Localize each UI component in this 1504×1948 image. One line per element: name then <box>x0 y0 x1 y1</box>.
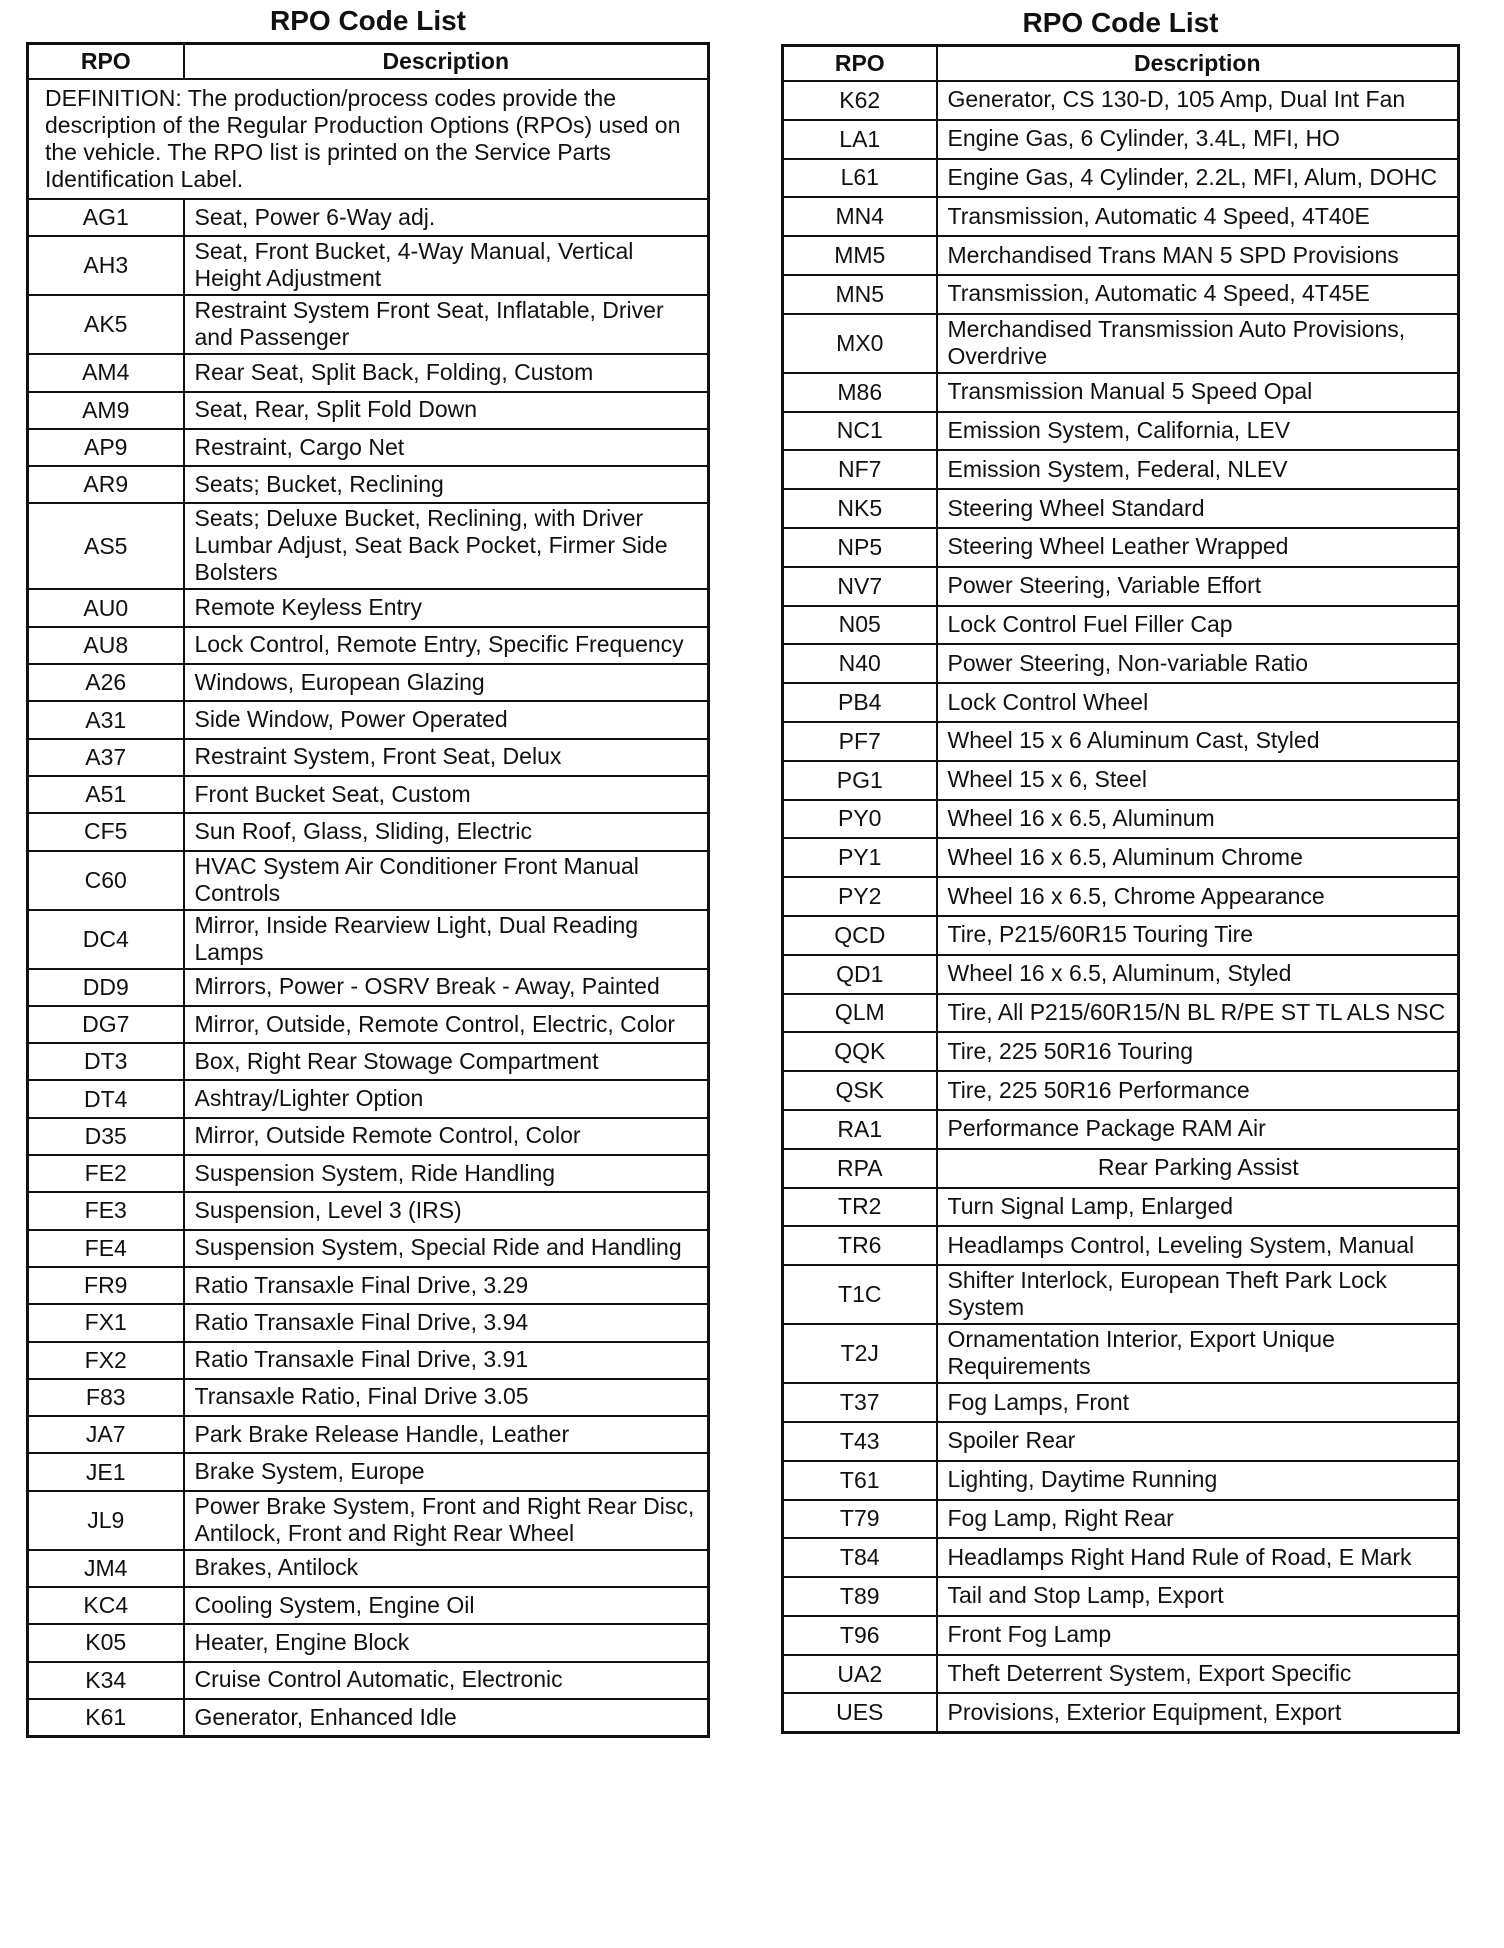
rpo-code: A37 <box>28 739 184 776</box>
rpo-code: MN5 <box>783 275 937 314</box>
rpo-description: Wheel 16 x 6.5, Chrome Appearance <box>937 877 1459 916</box>
rpo-code: PY2 <box>783 877 937 916</box>
table-row <box>28 1267 709 1304</box>
table-row <box>28 1155 709 1192</box>
rpo-description: Ornamentation Interior, Export Unique Requirements <box>937 1324 1459 1383</box>
rpo-description: Turn Signal Lamp, Enlarged <box>937 1188 1459 1227</box>
table-row <box>28 1118 709 1155</box>
rpo-description: Lock Control Fuel Filler Cap <box>937 606 1459 645</box>
rpo-code: UES <box>783 1693 937 1732</box>
table-row <box>783 1500 1459 1539</box>
table-row <box>28 851 709 910</box>
table-row <box>783 120 1459 159</box>
rpo-code: RA1 <box>783 1110 937 1149</box>
rpo-code: T96 <box>783 1616 937 1655</box>
rpo-description: Ratio Transaxle Final Drive, 3.94 <box>184 1304 709 1341</box>
table-row <box>28 627 709 664</box>
table-row <box>783 955 1459 994</box>
rpo-column-header: RPO <box>783 46 937 82</box>
table-row <box>28 236 709 295</box>
rpo-description: Ashtray/Lighter Option <box>184 1080 709 1117</box>
rpo-code: A31 <box>28 701 184 738</box>
rpo-description: Tire, All P215/60R15/N BL R/PE ST TL ALS NSC <box>937 994 1459 1033</box>
rpo-description: Steering Wheel Standard <box>937 489 1459 528</box>
table-row <box>28 664 709 701</box>
table-row <box>783 1188 1459 1227</box>
rpo-description: Restraint, Cargo Net <box>184 429 709 466</box>
rpo-code: NC1 <box>783 412 937 451</box>
rpo-description: Lighting, Daytime Running <box>937 1461 1459 1500</box>
table-row <box>28 1550 709 1587</box>
rpo-description: Tail and Stop Lamp, Export <box>937 1577 1459 1616</box>
rpo-description: Lock Control, Remote Entry, Specific Frequency <box>184 627 709 664</box>
rpo-code: M86 <box>783 373 937 412</box>
rpo-code: NK5 <box>783 489 937 528</box>
rpo-code: RPA <box>783 1149 937 1188</box>
rpo-description: Transmission, Automatic 4 Speed, 4T40E <box>937 197 1459 236</box>
rpo-code: T1C <box>783 1265 937 1324</box>
rpo-description: Performance Package RAM Air <box>937 1110 1459 1149</box>
rpo-code: PY0 <box>783 800 937 839</box>
rpo-description: Power Brake System, Front and Right Rear Disc, Antilock, Front and Right Rear Wheel <box>184 1491 709 1550</box>
rpo-code: PG1 <box>783 761 937 800</box>
table-row <box>783 1655 1459 1694</box>
rpo-description: Headlamps Control, Leveling System, Manual <box>937 1226 1459 1265</box>
table-header-row <box>28 44 709 80</box>
table-row <box>783 450 1459 489</box>
table-row <box>28 1230 709 1267</box>
table-row <box>28 1453 709 1490</box>
rpo-description: Mirror, Outside, Remote Control, Electric, Color <box>184 1006 709 1043</box>
rpo-description: Suspension, Level 3 (IRS) <box>184 1192 709 1229</box>
table-row <box>28 466 709 503</box>
table-row <box>783 314 1459 373</box>
rpo-description: Emission System, Federal, NLEV <box>937 450 1459 489</box>
rpo-description: Headlamps Right Hand Rule of Road, E Mark <box>937 1538 1459 1577</box>
rpo-description: Front Bucket Seat, Custom <box>184 776 709 813</box>
rpo-code: NV7 <box>783 567 937 606</box>
rpo-description: Transaxle Ratio, Final Drive 3.05 <box>184 1379 709 1416</box>
rpo-description: Rear Seat, Split Back, Folding, Custom <box>184 354 709 391</box>
rpo-description: Tire, P215/60R15 Touring Tire <box>937 916 1459 955</box>
rpo-description: Suspension System, Special Ride and Handling <box>184 1230 709 1267</box>
table-row <box>28 589 709 626</box>
table-row <box>28 429 709 466</box>
right-rpo-table <box>781 44 1460 1734</box>
rpo-description: Generator, Enhanced Idle <box>184 1699 709 1737</box>
definition-row <box>28 79 709 199</box>
rpo-description: Merchandised Trans MAN 5 SPD Provisions <box>937 236 1459 275</box>
rpo-code: UA2 <box>783 1655 937 1694</box>
rpo-code: FE2 <box>28 1155 184 1192</box>
left-table-title: RPO Code List <box>269 5 466 36</box>
rpo-description: Brake System, Europe <box>184 1453 709 1490</box>
description-column-header: Description <box>184 44 709 80</box>
rpo-description: Generator, CS 130-D, 105 Amp, Dual Int Fan <box>937 81 1459 120</box>
table-row <box>783 81 1459 120</box>
rpo-description: Lock Control Wheel <box>937 683 1459 722</box>
rpo-code: L61 <box>783 159 937 198</box>
rpo-description: Transmission Manual 5 Speed Opal <box>937 373 1459 412</box>
rpo-description: Mirror, Inside Rearview Light, Dual Reading Lamps <box>184 910 709 969</box>
rpo-description: Restraint System, Front Seat, Delux <box>184 739 709 776</box>
rpo-description: Rear Parking Assist <box>937 1149 1459 1188</box>
rpo-code: K62 <box>783 81 937 120</box>
table-row <box>28 1416 709 1453</box>
rpo-code: JE1 <box>28 1453 184 1490</box>
rpo-code: AM9 <box>28 392 184 429</box>
rpo-description: Side Window, Power Operated <box>184 701 709 738</box>
rpo-code: T61 <box>783 1461 937 1500</box>
rpo-code: QLM <box>783 994 937 1033</box>
table-row <box>783 528 1459 567</box>
rpo-description: Park Brake Release Handle, Leather <box>184 1416 709 1453</box>
rpo-description: Tire, 225 50R16 Performance <box>937 1071 1459 1110</box>
table-row <box>783 1226 1459 1265</box>
table-row <box>783 722 1459 761</box>
rpo-code: AU0 <box>28 589 184 626</box>
rpo-code: DC4 <box>28 910 184 969</box>
table-row <box>783 683 1459 722</box>
rpo-column-header: RPO <box>28 44 184 80</box>
table-row <box>783 159 1459 198</box>
rpo-description: Engine Gas, 6 Cylinder, 3.4L, MFI, HO <box>937 120 1459 159</box>
table-row <box>783 373 1459 412</box>
table-row <box>783 567 1459 606</box>
rpo-code: C60 <box>28 851 184 910</box>
rpo-code: T37 <box>783 1383 937 1422</box>
rpo-code: D35 <box>28 1118 184 1155</box>
rpo-code: F83 <box>28 1379 184 1416</box>
rpo-description: Brakes, Antilock <box>184 1550 709 1587</box>
rpo-description: Restraint System Front Seat, Inflatable, Driver and Passenger <box>184 295 709 354</box>
rpo-description: Seat, Power 6-Way adj. <box>184 199 709 236</box>
rpo-description: Steering Wheel Leather Wrapped <box>937 528 1459 567</box>
rpo-code: PY1 <box>783 838 937 877</box>
table-row <box>28 701 709 738</box>
rpo-code: JL9 <box>28 1491 184 1550</box>
rpo-code: A51 <box>28 776 184 813</box>
table-row <box>28 1379 709 1416</box>
rpo-code: AG1 <box>28 199 184 236</box>
rpo-code: NF7 <box>783 450 937 489</box>
table-row <box>783 994 1459 1033</box>
rpo-code: N40 <box>783 644 937 683</box>
rpo-description: Emission System, California, LEV <box>937 412 1459 451</box>
rpo-code: JA7 <box>28 1416 184 1453</box>
table-row <box>783 236 1459 275</box>
rpo-description: Fog Lamps, Front <box>937 1383 1459 1422</box>
table-row <box>28 1006 709 1043</box>
table-row <box>783 1616 1459 1655</box>
rpo-code: T89 <box>783 1577 937 1616</box>
table-row <box>28 1699 709 1737</box>
rpo-code: K61 <box>28 1699 184 1737</box>
table-row <box>28 969 709 1006</box>
rpo-description: Theft Deterrent System, Export Specific <box>937 1655 1459 1694</box>
rpo-code: T43 <box>783 1422 937 1461</box>
rpo-description: Mirrors, Power - OSRV Break - Away, Painted <box>184 969 709 1006</box>
table-row <box>28 739 709 776</box>
rpo-description: Ratio Transaxle Final Drive, 3.91 <box>184 1342 709 1379</box>
table-row <box>28 813 709 850</box>
table-row <box>783 606 1459 645</box>
rpo-code: KC4 <box>28 1587 184 1624</box>
rpo-code: AR9 <box>28 466 184 503</box>
table-row <box>783 489 1459 528</box>
table-row <box>783 644 1459 683</box>
table-row <box>28 1304 709 1341</box>
table-row <box>783 1032 1459 1071</box>
rpo-description: Box, Right Rear Stowage Compartment <box>184 1043 709 1080</box>
table-row <box>28 199 709 236</box>
definition-text: DEFINITION: The production/process codes provide the description of the Regular Production Options (RPOs) used on the vehicle. The RPO list is printed on the Service Parts Identification Label. <box>28 79 709 199</box>
table-row <box>783 1422 1459 1461</box>
description-column-header: Description <box>937 46 1459 82</box>
rpo-description: Engine Gas, 4 Cylinder, 2.2L, MFI, Alum, DOHC <box>937 159 1459 198</box>
rpo-code: NP5 <box>783 528 937 567</box>
rpo-description: Wheel 15 x 6 Aluminum Cast, Styled <box>937 722 1459 761</box>
rpo-description: Seat, Rear, Split Fold Down <box>184 392 709 429</box>
rpo-description: Power Steering, Non-variable Ratio <box>937 644 1459 683</box>
table-row <box>783 1071 1459 1110</box>
rpo-code: K34 <box>28 1662 184 1699</box>
rpo-description: HVAC System Air Conditioner Front Manual Controls <box>184 851 709 910</box>
rpo-code: FR9 <box>28 1267 184 1304</box>
table-row <box>783 761 1459 800</box>
rpo-code: CF5 <box>28 813 184 850</box>
table-row <box>783 1383 1459 1422</box>
rpo-description: Wheel 16 x 6.5, Aluminum Chrome <box>937 838 1459 877</box>
table-row <box>28 354 709 391</box>
table-row <box>28 503 709 589</box>
rpo-code: T79 <box>783 1500 937 1539</box>
rpo-code: FX1 <box>28 1304 184 1341</box>
rpo-code: MN4 <box>783 197 937 236</box>
rpo-description: Spoiler Rear <box>937 1422 1459 1461</box>
rpo-code: N05 <box>783 606 937 645</box>
rpo-code: TR6 <box>783 1226 937 1265</box>
table-row <box>28 1192 709 1229</box>
rpo-description: Tire, 225 50R16 Touring <box>937 1032 1459 1071</box>
rpo-description: Suspension System, Ride Handling <box>184 1155 709 1192</box>
rpo-description: Merchandised Transmission Auto Provisions, Overdrive <box>937 314 1459 373</box>
rpo-description: Shifter Interlock, European Theft Park Lock System <box>937 1265 1459 1324</box>
table-row <box>783 412 1459 451</box>
table-row <box>783 1265 1459 1324</box>
rpo-code: DD9 <box>28 969 184 1006</box>
table-row <box>783 197 1459 236</box>
table-row <box>28 776 709 813</box>
table-row <box>28 1662 709 1699</box>
table-row <box>28 910 709 969</box>
rpo-description: Wheel 15 x 6, Steel <box>937 761 1459 800</box>
table-row <box>783 1110 1459 1149</box>
rpo-code: AM4 <box>28 354 184 391</box>
rpo-description: Mirror, Outside Remote Control, Color <box>184 1118 709 1155</box>
table-row <box>783 916 1459 955</box>
right-table-title: RPO Code List <box>1022 7 1219 38</box>
rpo-code: QSK <box>783 1071 937 1110</box>
table-row <box>28 1624 709 1661</box>
rpo-description: Ratio Transaxle Final Drive, 3.29 <box>184 1267 709 1304</box>
table-row <box>783 1577 1459 1616</box>
rpo-code: TR2 <box>783 1188 937 1227</box>
rpo-code: FX2 <box>28 1342 184 1379</box>
table-row <box>28 1080 709 1117</box>
table-row <box>28 1043 709 1080</box>
table-row <box>28 1587 709 1624</box>
table-row <box>28 1342 709 1379</box>
rpo-description: Wheel 16 x 6.5, Aluminum <box>937 800 1459 839</box>
table-row <box>783 1538 1459 1577</box>
rpo-code: DG7 <box>28 1006 184 1043</box>
rpo-code: DT3 <box>28 1043 184 1080</box>
rpo-code: PF7 <box>783 722 937 761</box>
rpo-code: QCD <box>783 916 937 955</box>
rpo-code: FE4 <box>28 1230 184 1267</box>
rpo-code: MX0 <box>783 314 937 373</box>
rpo-code: A26 <box>28 664 184 701</box>
rpo-code: AU8 <box>28 627 184 664</box>
rpo-code: LA1 <box>783 120 937 159</box>
table-row <box>28 392 709 429</box>
rpo-code: FE3 <box>28 1192 184 1229</box>
table-row <box>783 1461 1459 1500</box>
table-row <box>783 1149 1459 1188</box>
table-row <box>783 275 1459 314</box>
rpo-code: T2J <box>783 1324 937 1383</box>
rpo-description: Cruise Control Automatic, Electronic <box>184 1662 709 1699</box>
table-row <box>783 838 1459 877</box>
rpo-description: Fog Lamp, Right Rear <box>937 1500 1459 1539</box>
right-column <box>781 0 1460 1734</box>
table-header-row <box>783 46 1459 82</box>
rpo-code: AS5 <box>28 503 184 589</box>
rpo-description: Transmission, Automatic 4 Speed, 4T45E <box>937 275 1459 314</box>
rpo-description: Provisions, Exterior Equipment, Export <box>937 1693 1459 1732</box>
rpo-code: JM4 <box>28 1550 184 1587</box>
rpo-description: Seat, Front Bucket, 4-Way Manual, Vertical Height Adjustment <box>184 236 709 295</box>
rpo-code: T84 <box>783 1538 937 1577</box>
table-row <box>783 800 1459 839</box>
rpo-code: QQK <box>783 1032 937 1071</box>
left-rpo-table <box>26 42 710 1738</box>
rpo-description: Seats; Deluxe Bucket, Reclining, with Driver Lumbar Adjust, Seat Back Pocket, Firmer Side Bolsters <box>184 503 709 589</box>
table-row <box>28 1491 709 1550</box>
rpo-description: Sun Roof, Glass, Sliding, Electric <box>184 813 709 850</box>
rpo-description: Heater, Engine Block <box>184 1624 709 1661</box>
rpo-code: PB4 <box>783 683 937 722</box>
table-row <box>783 877 1459 916</box>
rpo-description: Seats; Bucket, Reclining <box>184 466 709 503</box>
rpo-description: Cooling System, Engine Oil <box>184 1587 709 1624</box>
rpo-code: K05 <box>28 1624 184 1661</box>
rpo-description: Remote Keyless Entry <box>184 589 709 626</box>
rpo-description: Power Steering, Variable Effort <box>937 567 1459 606</box>
table-row <box>28 295 709 354</box>
rpo-code: DT4 <box>28 1080 184 1117</box>
rpo-code: AK5 <box>28 295 184 354</box>
left-column <box>26 0 710 1738</box>
rpo-code: AP9 <box>28 429 184 466</box>
rpo-description: Windows, European Glazing <box>184 664 709 701</box>
table-row <box>783 1693 1459 1732</box>
rpo-code: MM5 <box>783 236 937 275</box>
rpo-description: Wheel 16 x 6.5, Aluminum, Styled <box>937 955 1459 994</box>
rpo-code: QD1 <box>783 955 937 994</box>
table-row <box>783 1324 1459 1383</box>
rpo-description: Front Fog Lamp <box>937 1616 1459 1655</box>
rpo-code: AH3 <box>28 236 184 295</box>
